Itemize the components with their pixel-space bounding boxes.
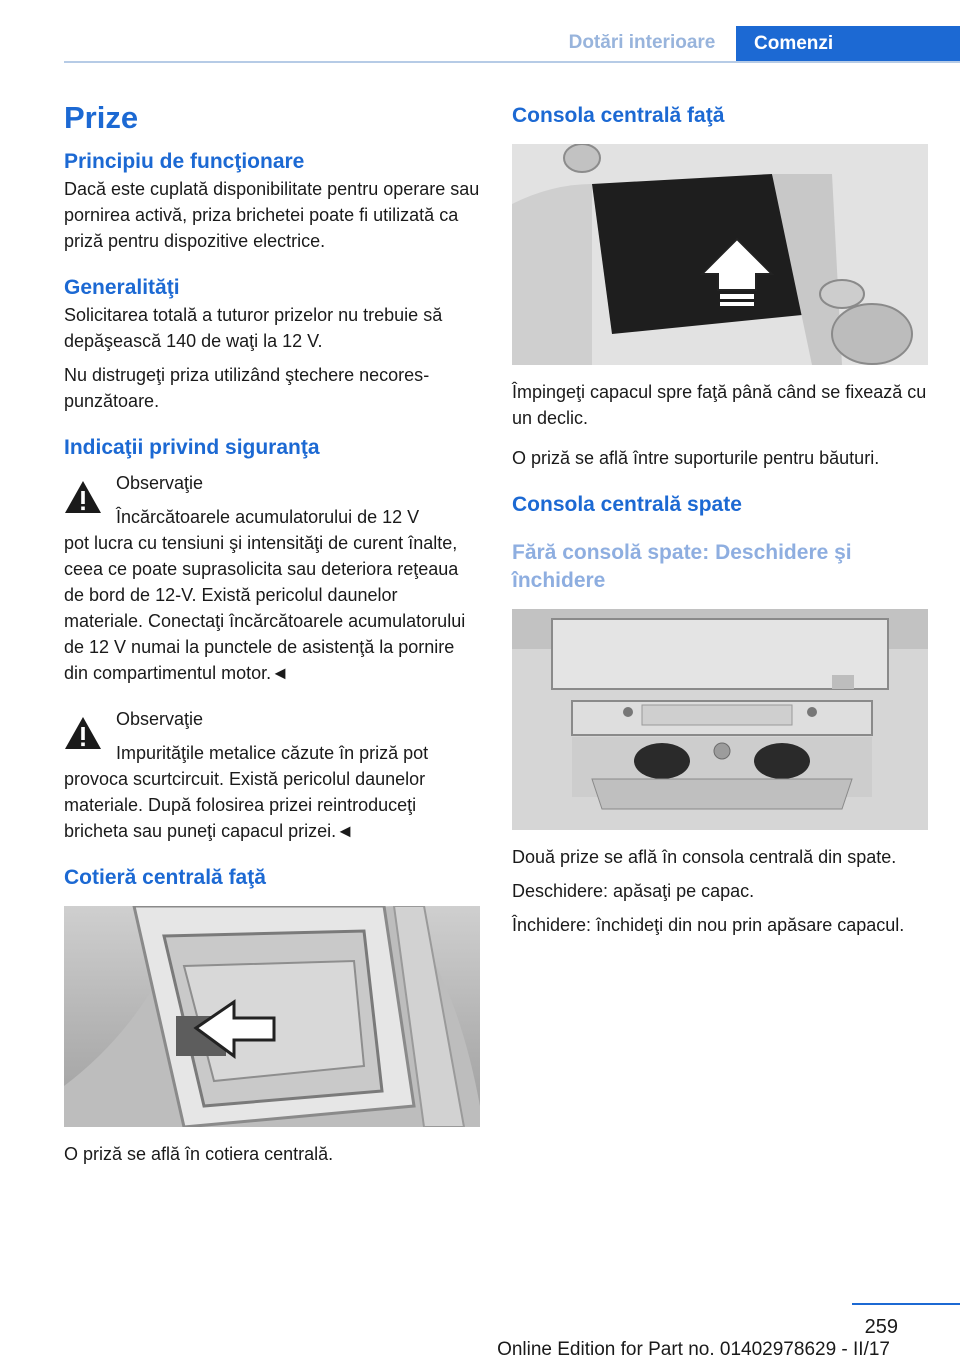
page-title: Prize	[64, 100, 139, 135]
text-consola-fata-2: O priză se află între suporturile pentru băuturi.	[512, 448, 880, 468]
text-generalitati-1: Solicitarea totală a tuturor prizelor nu trebuie să depăşească 140 de waţi la 12 V.	[64, 305, 443, 351]
front-console-illustration	[512, 144, 928, 365]
warning-block-1	[64, 470, 480, 686]
warning-first-line: Impurităţile metalice căzute în priză pot	[116, 743, 429, 763]
text-fara-consola-2: Deschidere: apăsaţi pe capac.	[512, 881, 755, 901]
text-fara-consola-3: Închidere: închideţi din nou prin apăsare capacul.	[512, 915, 905, 935]
right-column	[512, 96, 928, 938]
heading-principiu: Principiu de funcţionare	[64, 150, 305, 173]
warning-text: pot lucra cu tensiuni şi intensităţi de curent înalte, ceea ce poate suprasolicita sau deteriora reţeaua de bord de 12-V. Există pericolul daunelor materiale. Conectaţi încărcătoarele acumulatorului de 12 V numai la punctele de asistenţă la pornire din compartimentul motor.◄	[64, 533, 466, 683]
heading-cotiera: Cotieră centrală faţă	[64, 866, 266, 889]
warning-first-line: Încărcătoarele acumulatorului de 12 V	[116, 507, 420, 527]
warning-title: Observaţie	[116, 709, 204, 729]
rear-console-illustration	[512, 609, 928, 830]
heading-consola-spate: Consola centrală spate	[512, 493, 742, 516]
warning-block-2	[64, 706, 480, 844]
left-column	[64, 96, 480, 1167]
heading-consola-fata: Consola centrală faţă	[512, 104, 725, 127]
heading-indicatii: Indicaţii privind siguranţa	[64, 436, 320, 459]
text-consola-fata-1: Împingeţi capacul spre faţă până când se fixează cu un declic.	[512, 382, 927, 428]
edition-text: Online Edition for Part no. 01402978629 - II/17	[497, 1339, 890, 1360]
tab-dotari-interioare[interactable]: Dotări interioare	[568, 32, 716, 53]
header-divider	[64, 61, 960, 63]
text-generalitati-2: Nu distrugeţi priza utilizând ştechere necorespunzătoare.	[64, 365, 430, 411]
armrest-illustration	[64, 906, 480, 1127]
text-fara-consola-1: Două prize se află în consola centrală din spate.	[512, 847, 897, 867]
figure-rear-console	[512, 609, 928, 830]
figure-front-console	[512, 144, 928, 365]
caption-cotiera: O priză se află în cotiera centrală.	[64, 1144, 334, 1164]
heading-fara-consola: Fără consolă spate: Deschidere şi închidere	[512, 541, 852, 592]
warning-icon	[64, 716, 102, 750]
text-principiu: Dacă este cuplată disponibilitate pentru operare sau pornirea activă, priza brichetei poate fi utilizată ca priză pentru dispozitive electrice.	[64, 179, 480, 251]
tab-comenzi[interactable]: Comenzi	[736, 26, 960, 63]
page-header	[0, 0, 960, 64]
figure-armrest	[64, 906, 480, 1127]
warning-text: provoca scurtcircuit. Există pericolul daunelor materiale. După folosirea prizei reintroduceţi bricheta sau puneţi capacul prizei.◄	[64, 769, 426, 841]
footer-divider	[852, 1303, 960, 1305]
warning-icon	[64, 480, 102, 514]
warning-title: Observaţie	[116, 473, 204, 493]
heading-generalitati: Generalităţi	[64, 276, 180, 299]
page-number: 259	[864, 1316, 898, 1338]
